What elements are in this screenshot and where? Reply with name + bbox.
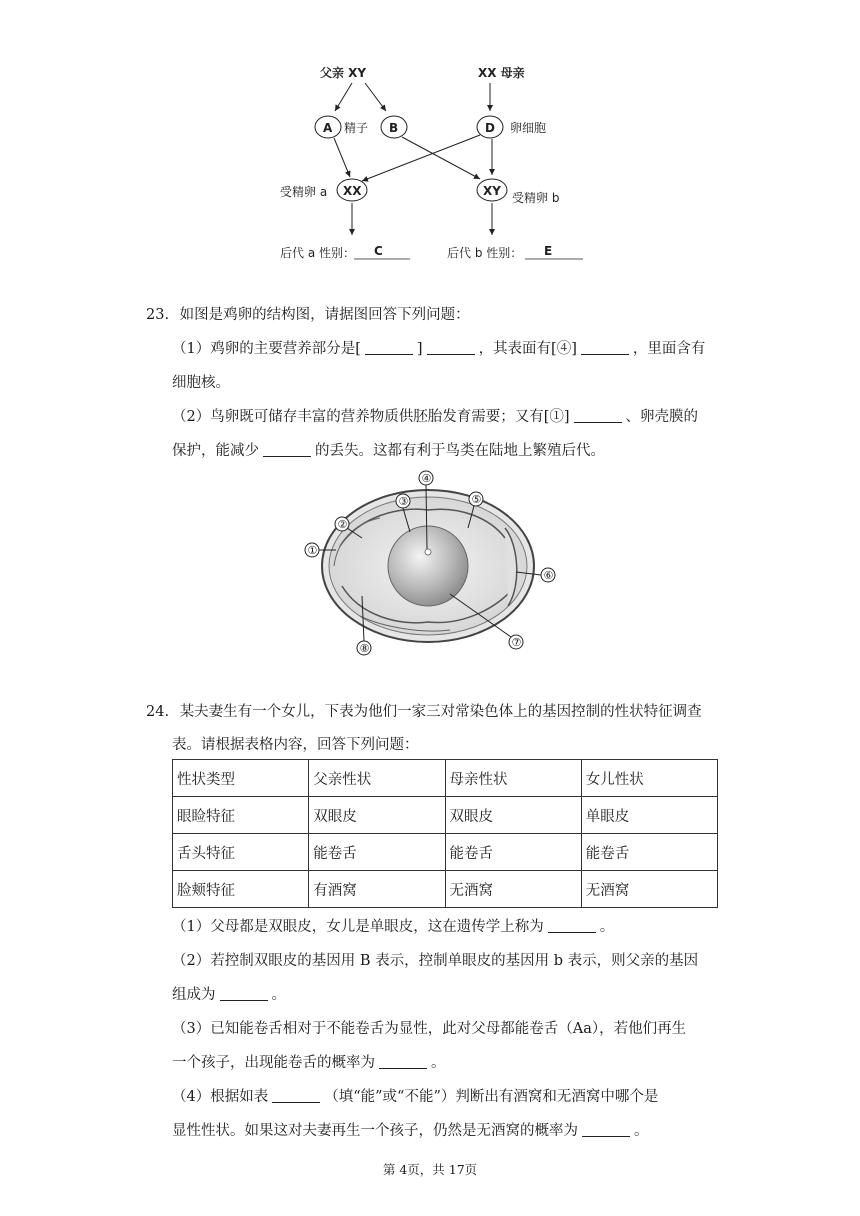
table-cell: 双眼皮 (309, 797, 445, 834)
q24-intro-line2: 表。请根据表格内容，回答下列问题： (172, 737, 419, 753)
father-label: 父亲 XY (320, 66, 367, 80)
q24-s4-text-b: （填“能”或“不能”）判断出有酒窝和无酒窝中哪个是 (324, 1089, 659, 1105)
q23-p2-text-a: （2）鸟卵既可储存丰富的营养物质供胚胎发育需要；又有[①] (172, 409, 570, 425)
q24-s4-line1 (172, 1087, 658, 1107)
q23-p1-text-c: ，其表面有[④] (478, 341, 577, 357)
svg-text:④: ④ (421, 472, 432, 485)
offspring-a-label: 后代 a 性别： (280, 246, 355, 260)
q23-number: 23. (146, 307, 170, 323)
q24-s3-line1: （3）已知能卷舌相对于不能卷舌为显性，此对父母都能卷舌（Aa），若他们再生 (172, 1021, 687, 1037)
cell-b: B (389, 121, 399, 135)
table-header-cell: 母亲性状 (445, 760, 581, 797)
q24-s2-line1: （2）若控制双眼皮的基因用 B 表示，控制单眼皮的基因用 b 表示，则父亲的基因 (172, 953, 699, 969)
table-cell: 无酒窝 (581, 871, 717, 908)
q24-s1 (172, 917, 614, 937)
table-row (173, 797, 718, 834)
q24-s2-end: 。 (271, 987, 286, 1003)
table-cell: 能卷舌 (309, 834, 445, 871)
svg-text:⑥: ⑥ (543, 569, 554, 582)
answer-blank[interactable] (365, 340, 413, 355)
table-cell: 能卷舌 (445, 834, 581, 871)
zygote-b: XY (483, 184, 501, 198)
q24-intro: 某夫妻生有一个女儿，下表为他们一家三对常染色体上的基因控制的性状特征调查 (179, 704, 702, 720)
zygote-a: XX (343, 184, 362, 198)
offspring-b-value: E (544, 244, 553, 258)
table-cell: 有酒窝 (309, 871, 445, 908)
q24-s4-end: 。 (634, 1123, 649, 1139)
q24-number: 24. (146, 704, 170, 720)
q24-s4-line2 (172, 1121, 649, 1141)
table-row (173, 871, 718, 908)
answer-blank[interactable] (427, 340, 475, 355)
table-row (173, 834, 718, 871)
q23-part2-line1 (172, 407, 698, 427)
q23-intro: 如图是鸡卵的结构图，请据图回答下列问题： (179, 307, 470, 323)
q24-s3-text: 一个孩子，出现能卷舌的概率为 (172, 1055, 375, 1071)
svg-text:③: ③ (398, 495, 409, 508)
mother-label: XX 母亲 (478, 66, 525, 80)
q24-s3-line2 (172, 1053, 446, 1073)
q24-s4-text-c: 显性性状。如果这对夫妻再生一个孩子，仍然是无酒窝的概率为 (172, 1123, 578, 1139)
answer-blank[interactable] (582, 1122, 630, 1137)
table-header-cell: 性状类型 (173, 760, 309, 797)
egg-label: 卵细胞 (510, 121, 547, 135)
q23-part1-line1 (172, 339, 705, 359)
offspring-b-label: 后代 b 性别： (447, 246, 523, 260)
table-header-cell: 女儿性状 (581, 760, 717, 797)
answer-blank[interactable] (272, 1088, 320, 1103)
zygote-b-label: 受精卵 b (512, 191, 560, 205)
svg-text:⑦: ⑦ (511, 636, 522, 649)
egg-structure-diagram (300, 466, 590, 658)
q23-p2-text-b: 、卵壳膜的 (625, 409, 699, 425)
table-cell: 脸颊特征 (173, 871, 309, 908)
q23-p1-text-a: （1）鸡卵的主要营养部分是[ (172, 341, 361, 357)
q23-p2-text-d: 的丢失。这都有利于鸟类在陆地上繁殖后代。 (315, 443, 605, 459)
table-cell: 双眼皮 (445, 797, 581, 834)
table-cell: 舌头特征 (173, 834, 309, 871)
cell-a: A (323, 121, 333, 135)
table-cell: 眼睑特征 (173, 797, 309, 834)
answer-blank[interactable] (574, 408, 622, 423)
answer-blank[interactable] (263, 442, 311, 457)
q24-s1-end: 。 (599, 919, 615, 935)
table-cell: 单眼皮 (581, 797, 717, 834)
svg-text:⑤: ⑤ (471, 493, 482, 506)
q24-s2-text: 组成为 (172, 987, 216, 1003)
svg-text:⑧: ⑧ (359, 642, 370, 655)
q24-s4-text-a: （4）根据如表 (172, 1089, 269, 1105)
q24-intro-line1 (146, 702, 702, 722)
sperm-label: 精子 (344, 121, 369, 135)
q24-s3-end: 。 (431, 1055, 446, 1071)
q23-part2-line2 (172, 441, 605, 461)
cell-d: D (485, 121, 495, 135)
q24-s2-line2 (172, 985, 286, 1005)
table-cell: 无酒窝 (445, 871, 581, 908)
inheritance-diagram (270, 55, 600, 270)
table-header-row (173, 760, 718, 797)
q23-p1-text-d: ，里面含有 (632, 341, 706, 357)
offspring-a-value: C (374, 244, 383, 258)
table-cell: 能卷舌 (581, 834, 717, 871)
answer-blank[interactable] (379, 1054, 427, 1069)
q23-p1-text-b: ] (416, 341, 423, 357)
trait-table (172, 759, 718, 908)
answer-blank[interactable] (581, 340, 629, 355)
zygote-a-label: 受精卵 a (280, 185, 328, 199)
q24-s1-text: （1）父母都是双眼皮，女儿是单眼皮，这在遗传学上称为 (172, 919, 544, 935)
answer-blank[interactable] (548, 918, 596, 933)
q23-p2-text-c: 保护，能减少 (172, 443, 259, 459)
svg-text:①: ① (307, 544, 318, 557)
svg-text:②: ② (337, 518, 348, 531)
answer-blank[interactable] (220, 986, 268, 1001)
table-header-cell: 父亲性状 (309, 760, 445, 797)
page-footer: 第 4页，共 17页 (382, 1162, 478, 1177)
q23-intro-line (146, 305, 470, 325)
q23-part1-line2: 细胞核。 (172, 375, 230, 391)
